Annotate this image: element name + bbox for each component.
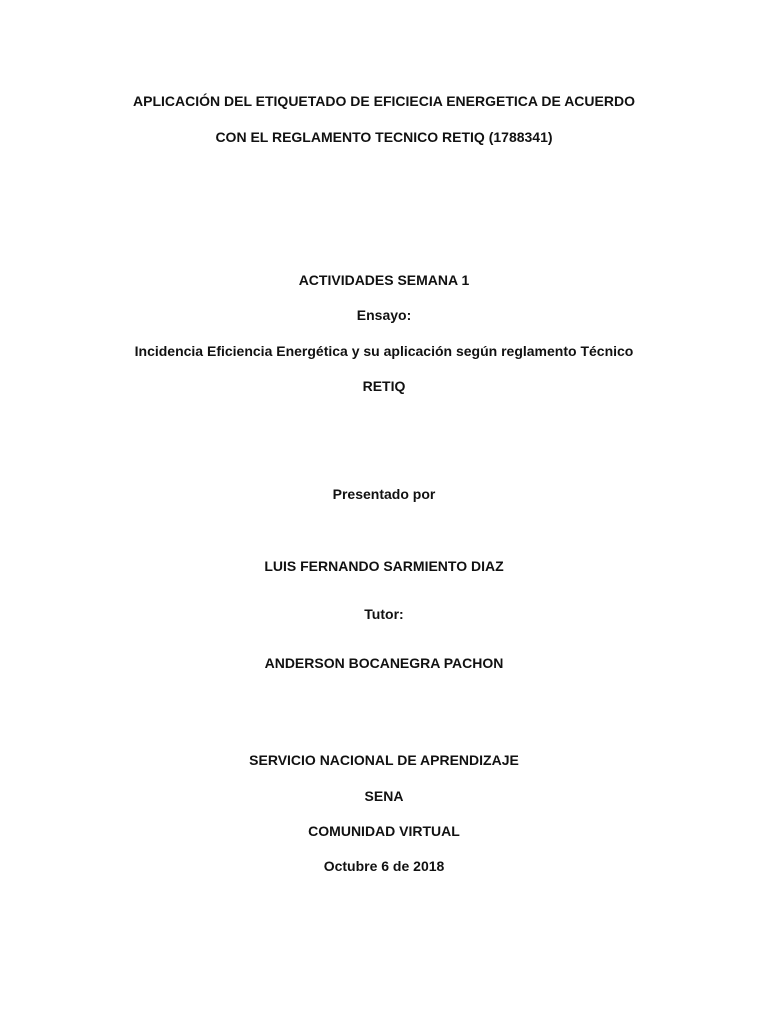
community-name: COMUNIDAD VIRTUAL <box>308 823 460 839</box>
essay-title-line-2: RETIQ <box>362 378 406 394</box>
presented-by-label: Presentado por <box>332 486 436 502</box>
institution-name: SERVICIO NACIONAL DE APRENDIZAJE <box>249 752 519 768</box>
title-line-2: CON EL REGLAMENTO TECNICO RETIQ (1788341) <box>215 129 553 145</box>
institution-acronym: SENA <box>364 788 404 804</box>
activities-heading: ACTIVIDADES SEMANA 1 <box>298 272 470 288</box>
tutor-name: ANDERSON BOCANEGRA PACHON <box>264 655 504 671</box>
essay-label: Ensayo: <box>356 307 412 323</box>
essay-title-line-1: Incidencia Eficiencia Energética y su aplicación según reglamento Técnico <box>134 343 634 359</box>
title-line-1: APLICACIÓN DEL ETIQUETADO DE EFICIECIA ENERGETICA DE ACUERDO <box>133 93 635 109</box>
author-name: LUIS FERNANDO SARMIENTO DIAZ <box>264 558 504 574</box>
tutor-label: Tutor: <box>364 606 404 622</box>
document-date: Octubre 6 de 2018 <box>323 858 445 874</box>
